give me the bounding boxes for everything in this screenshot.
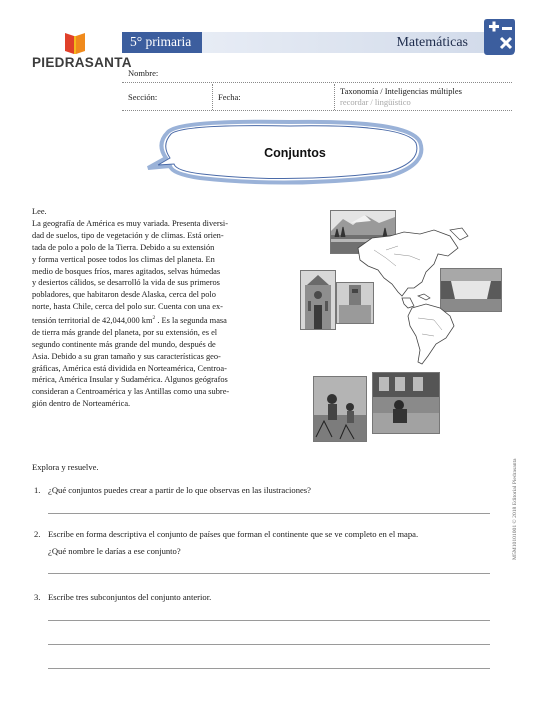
exercise-instruction: Explora y resuelve. bbox=[32, 462, 99, 472]
photo-farm-workers bbox=[313, 376, 367, 442]
question-1-text: ¿Qué conjuntos puedes crear a partir de lo que observas en las ilustraciones? bbox=[48, 485, 311, 495]
publisher-logo-text: PIEDRASANTA bbox=[32, 55, 132, 70]
section-line bbox=[122, 110, 512, 111]
reading-line: pobladores, que habitaron desde Alaska, cerca del polo bbox=[32, 290, 216, 300]
reading-line-tail: . Es la segunda masa bbox=[155, 315, 227, 325]
page-title: Conjuntos bbox=[264, 146, 326, 160]
name-label: Nombre: bbox=[128, 68, 159, 78]
book-logo-icon bbox=[62, 30, 88, 56]
reading-line: y desiertos cálidos, se desarrolló la vida de sus primeros bbox=[32, 278, 220, 288]
reading-line: de tierra más grande del planeta, por su extensión, es el bbox=[32, 327, 218, 337]
reading-line: Asia. Debido a su gran tamaño y sus características geo- bbox=[32, 351, 221, 361]
americas-map bbox=[338, 226, 474, 366]
answer-line-1[interactable] bbox=[48, 513, 490, 514]
name-line[interactable] bbox=[122, 82, 512, 83]
reading-line: gión dentro de Norteamérica. bbox=[32, 399, 131, 409]
grade-label: 5° primaria bbox=[130, 34, 192, 49]
question-2-subtext: ¿Qué nombre le darías a ese conjunto? bbox=[48, 546, 181, 556]
question-number: 2. bbox=[34, 529, 41, 539]
reading-line: y forma vertical posee todos los climas del planeta. En bbox=[32, 254, 215, 264]
reading-line: dad de suelos, tipo de vegetación y de climas. Está orien- bbox=[32, 230, 224, 240]
reading-paragraph bbox=[32, 218, 284, 410]
reading-line: gráficas, América está dividida en Norteamérica, Centroa- bbox=[32, 363, 227, 373]
reading-block bbox=[32, 206, 284, 410]
reading-line: tensión territorial de 42,044,000 $km^2$ . Es la segunda masa bbox=[32, 315, 227, 325]
reading-line: tada de polo a polo de la Tierra. Debido a su extensión bbox=[32, 242, 215, 252]
form-divider bbox=[334, 84, 335, 110]
question-2-text: Escribe en forma descriptiva el conjunto de países que forman el continente que se ve completo en el mapa. bbox=[48, 529, 419, 539]
taxonomy-values: recordar / lingüístico bbox=[340, 97, 411, 107]
math-operations-icon bbox=[482, 18, 516, 56]
question-number: 1. bbox=[34, 485, 41, 495]
question-number: 3. bbox=[34, 592, 41, 602]
question-3-text: Escribe tres subconjuntos del conjunto anterior. bbox=[48, 592, 212, 602]
photo-colonial-church bbox=[300, 270, 336, 330]
date-label: Fecha: bbox=[218, 92, 241, 102]
reading-line: segundo continente más grande del mundo, después de bbox=[32, 339, 216, 349]
reading-line: norte, hasta Chile, cerca del polo sur. Cuenta con una ex- bbox=[32, 302, 223, 312]
answer-line-3a[interactable] bbox=[48, 620, 490, 621]
taxonomy-label: Taxonomía / Inteligencias múltiples bbox=[340, 86, 462, 96]
answer-line-3b[interactable] bbox=[48, 644, 490, 645]
superscript-exponent: 2 bbox=[152, 315, 156, 322]
reading-line: medio de bosques fríos, mares agitados, selvas húmedas bbox=[32, 266, 221, 276]
reading-intro: Lee. bbox=[32, 207, 47, 216]
reading-line: consideran a Centroamérica y las Antillas como una subre- bbox=[32, 387, 230, 397]
answer-line-2[interactable] bbox=[48, 573, 490, 574]
answer-line-3c[interactable] bbox=[48, 668, 490, 669]
reading-line: La geografía de América es muy variada. Presenta diversi- bbox=[32, 218, 229, 228]
form-divider bbox=[212, 84, 213, 110]
subject-title: Matemáticas bbox=[202, 32, 494, 53]
copyright-code: M5M10101001 © 2018 Editorial Piedrasanta bbox=[512, 458, 518, 560]
section-label: Sección: bbox=[128, 92, 158, 102]
reading-line: mérica, América Insular y Sudamérica. Algunos geógrafos bbox=[32, 375, 228, 385]
photo-urban-street bbox=[372, 372, 440, 434]
